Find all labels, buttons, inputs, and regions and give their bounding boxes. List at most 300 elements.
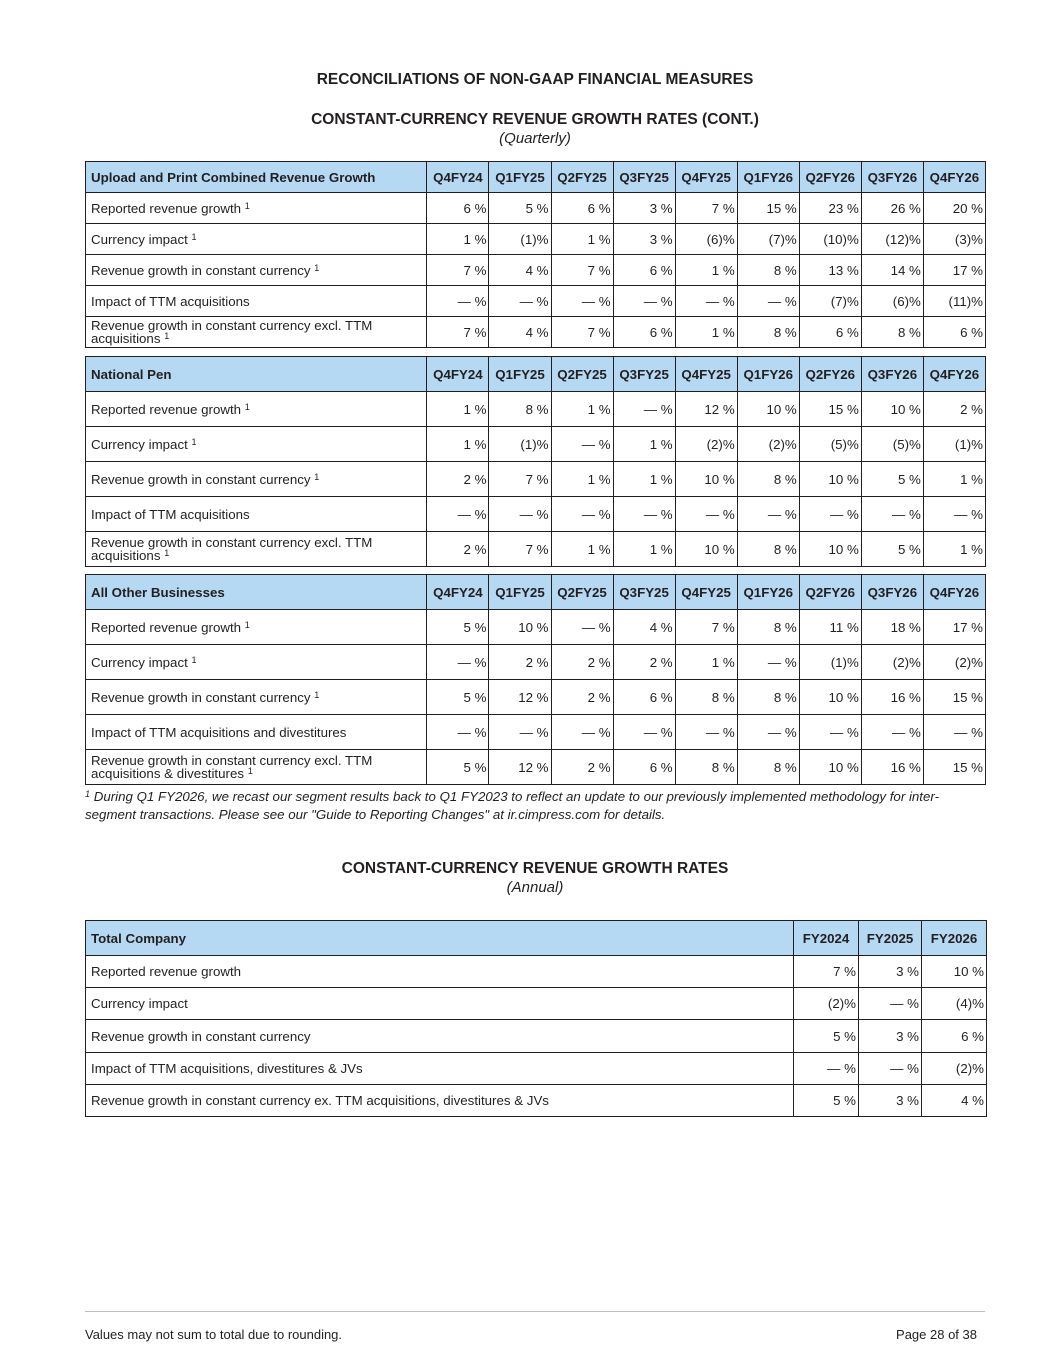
footnote-reference: 1 — [244, 401, 250, 412]
value-text: 15 % — [952, 689, 983, 705]
column-header: Q2FY26 — [799, 357, 861, 392]
value-text: — % — [705, 506, 735, 522]
value-cell — [551, 193, 613, 224]
footnote-reference: 1 — [244, 200, 250, 211]
row-label-text: Reported revenue growth — [91, 200, 242, 216]
table-row — [86, 956, 987, 988]
value-cell — [861, 750, 923, 785]
footnote-reference: 1 — [164, 331, 170, 341]
column-header: Q2FY25 — [551, 162, 613, 193]
value-cell — [613, 427, 675, 462]
value-text: (3)% — [954, 231, 983, 247]
row-label — [86, 715, 427, 750]
value-cell — [613, 286, 675, 317]
value-cell — [799, 680, 861, 715]
value-text: — % — [892, 724, 921, 740]
table-row — [86, 392, 986, 427]
value-text: 4 % — [961, 1093, 984, 1108]
value-text: 10 % — [828, 541, 859, 557]
value-text: — % — [519, 293, 549, 309]
value-text: (2)% — [954, 654, 983, 670]
footnote-reference: 1 — [314, 262, 320, 273]
value-cell — [923, 497, 985, 532]
value-cell — [861, 610, 923, 645]
value-text: (5)% — [892, 436, 921, 452]
value-text: 7 % — [525, 541, 549, 557]
value-text: 5 % — [463, 759, 487, 775]
value-text: (5)% — [830, 436, 859, 452]
row-label — [86, 392, 427, 427]
value-cell — [799, 224, 861, 255]
value-text: 23 % — [828, 200, 859, 216]
value-text: (1)% — [520, 231, 549, 247]
footnote-reference: 1 — [191, 654, 197, 665]
value-text: 8 % — [773, 619, 797, 635]
value-cell — [427, 255, 489, 286]
table-row — [86, 680, 986, 715]
value-cell — [551, 392, 613, 427]
table-row — [86, 1020, 987, 1053]
value-cell — [427, 497, 489, 532]
value-cell — [923, 392, 985, 427]
value-text: 8 % — [711, 759, 735, 775]
value-cell — [489, 286, 551, 317]
row-label — [86, 1085, 794, 1117]
value-cell — [859, 956, 922, 988]
value-cell — [675, 715, 737, 750]
value-text: 8 % — [711, 689, 735, 705]
row-label-text: Reported revenue growth — [91, 964, 242, 979]
value-cell — [675, 750, 737, 785]
value-cell — [551, 750, 613, 785]
column-header: Q1FY26 — [737, 357, 799, 392]
value-cell — [613, 610, 675, 645]
value-cell — [737, 286, 799, 317]
column-header: Q4FY26 — [923, 162, 985, 193]
column-header: Q4FY25 — [675, 357, 737, 392]
value-cell — [799, 610, 861, 645]
total-company-table — [85, 920, 987, 1117]
value-text: — % — [829, 724, 859, 740]
value-cell — [427, 750, 489, 785]
column-header: Q2FY25 — [551, 575, 613, 610]
value-cell — [794, 1053, 859, 1085]
value-text: — % — [705, 293, 735, 309]
value-text: — % — [581, 436, 611, 452]
value-cell — [613, 715, 675, 750]
value-text: 10 % — [828, 471, 859, 487]
value-cell — [799, 532, 861, 567]
value-cell — [799, 255, 861, 286]
value-text: (7)% — [768, 231, 797, 247]
value-cell — [613, 392, 675, 427]
value-text: (2)% — [827, 996, 856, 1011]
value-cell — [861, 462, 923, 497]
value-text: 10 % — [953, 964, 984, 979]
value-text: 4 % — [525, 262, 549, 278]
value-text: 10 % — [828, 759, 859, 775]
value-text: 5 % — [525, 200, 549, 216]
value-text: 1 % — [960, 471, 983, 487]
value-text: — % — [954, 506, 983, 522]
value-text: 7 % — [711, 619, 735, 635]
value-text: 16 % — [890, 759, 921, 775]
annual-section-subtitle: (Annual) — [506, 879, 564, 896]
value-text: — % — [643, 293, 673, 309]
table-header-row — [86, 921, 987, 956]
annual-section-title: CONSTANT-CURRENCY REVENUE GROWTH RATES — [341, 860, 729, 877]
value-text: 1 % — [960, 541, 983, 557]
value-cell — [489, 715, 551, 750]
value-text: 1 % — [587, 471, 611, 487]
footer-divider — [85, 1311, 985, 1312]
value-cell — [861, 392, 923, 427]
table-row — [86, 286, 986, 317]
value-cell — [737, 610, 799, 645]
value-text: 13 % — [828, 262, 859, 278]
value-text: 10 % — [766, 401, 797, 417]
value-text: 1 % — [649, 436, 673, 452]
value-cell — [922, 988, 987, 1020]
value-text: 4 % — [525, 324, 549, 340]
value-text: 18 % — [890, 619, 921, 635]
value-cell — [551, 645, 613, 680]
value-text: 3 % — [896, 1028, 919, 1044]
value-text: 1 % — [587, 401, 611, 417]
value-cell — [489, 680, 551, 715]
value-cell — [737, 532, 799, 567]
value-cell — [613, 645, 675, 680]
row-label-text: Revenue growth in constant currency — [91, 471, 311, 487]
value-text: 15 % — [952, 759, 983, 775]
row-label — [86, 610, 427, 645]
value-cell — [489, 462, 551, 497]
value-text: — % — [457, 293, 487, 309]
row-label-text: Reported revenue growth — [91, 401, 242, 417]
value-cell — [861, 286, 923, 317]
value-cell — [737, 224, 799, 255]
value-cell — [923, 610, 985, 645]
value-text: 6 % — [649, 759, 673, 775]
value-text: — % — [705, 724, 735, 740]
value-cell — [923, 224, 985, 255]
value-text: 8 % — [773, 471, 797, 487]
value-cell — [675, 680, 737, 715]
row-label — [86, 497, 427, 532]
value-cell — [861, 532, 923, 567]
value-cell — [794, 1085, 859, 1117]
value-text: 8 % — [773, 759, 797, 775]
value-text: 7 % — [587, 324, 611, 340]
column-header: Q1FY26 — [737, 575, 799, 610]
value-cell — [427, 427, 489, 462]
row-label-text: Revenue growth in constant currency excl. TTM acquisitions — [91, 318, 373, 346]
value-cell — [922, 1053, 987, 1085]
value-cell — [427, 286, 489, 317]
value-text: 11 % — [829, 619, 859, 635]
value-text: 8 % — [773, 262, 797, 278]
value-cell — [675, 610, 737, 645]
value-text: 5 % — [897, 541, 921, 557]
value-cell — [861, 497, 923, 532]
value-text: — % — [829, 506, 859, 522]
row-label — [86, 680, 427, 715]
footnote-reference: 1 — [314, 689, 320, 700]
value-text: — % — [954, 724, 983, 740]
value-cell — [799, 645, 861, 680]
value-text: 1 % — [649, 541, 673, 557]
row-label-text: Revenue growth in constant currency — [91, 1028, 311, 1044]
value-text: — % — [457, 654, 487, 670]
value-text: 8 % — [773, 541, 797, 557]
value-cell — [923, 680, 985, 715]
value-cell — [794, 1020, 859, 1053]
row-label-text: Revenue growth in constant currency excl. TTM acquisitions — [91, 535, 373, 563]
value-cell — [675, 462, 737, 497]
column-header: Q3FY26 — [861, 357, 923, 392]
table-row — [86, 532, 986, 567]
value-text: 5 % — [833, 1028, 856, 1044]
value-cell — [923, 193, 985, 224]
value-cell — [861, 645, 923, 680]
value-cell — [427, 532, 489, 567]
value-text: 3 % — [896, 1093, 919, 1108]
value-text: 6 % — [649, 689, 673, 705]
table-header-row — [86, 575, 986, 610]
value-cell — [489, 532, 551, 567]
column-header: Q4FY25 — [675, 162, 737, 193]
column-header: Q4FY26 — [923, 575, 985, 610]
value-cell — [489, 193, 551, 224]
value-cell — [923, 645, 985, 680]
column-header: Q2FY26 — [799, 575, 861, 610]
value-text: 10 % — [704, 471, 735, 487]
value-cell — [489, 610, 551, 645]
value-cell — [675, 497, 737, 532]
value-text: 17 % — [952, 262, 983, 278]
value-text: 8 % — [525, 401, 549, 417]
value-text: 26 % — [890, 200, 921, 216]
value-cell — [923, 427, 985, 462]
value-text: 5 % — [463, 619, 487, 635]
value-cell — [489, 497, 551, 532]
row-label — [86, 193, 427, 224]
value-cell — [923, 255, 985, 286]
value-cell — [861, 224, 923, 255]
value-text: (2)% — [768, 436, 797, 452]
value-text: 5 % — [897, 471, 921, 487]
value-cell — [489, 255, 551, 286]
footnote-reference: 1 — [191, 436, 197, 447]
value-text: 2 % — [525, 654, 549, 670]
value-text: 15 % — [766, 200, 797, 216]
value-cell — [551, 610, 613, 645]
value-cell — [675, 645, 737, 680]
footnote-marker: 1 — [85, 789, 91, 799]
value-cell — [737, 427, 799, 462]
table-row — [86, 1085, 987, 1117]
value-cell — [675, 392, 737, 427]
row-label — [86, 645, 427, 680]
value-cell — [922, 956, 987, 988]
value-text: 10 % — [828, 689, 859, 705]
value-cell — [923, 532, 985, 567]
value-text: 1 % — [711, 324, 735, 340]
value-cell — [489, 427, 551, 462]
value-cell — [737, 497, 799, 532]
quarterly-section-subtitle: (Quarterly) — [499, 130, 571, 147]
table-row — [86, 610, 986, 645]
value-cell — [794, 988, 859, 1020]
value-cell — [427, 462, 489, 497]
value-text: 2 % — [587, 689, 611, 705]
value-cell — [859, 1085, 922, 1117]
value-cell — [427, 645, 489, 680]
row-label — [86, 255, 427, 286]
row-label-text: Revenue growth in constant currency excl. TTM acquisitions & divestitures — [91, 753, 373, 781]
value-cell — [551, 680, 613, 715]
value-cell — [737, 680, 799, 715]
table-row — [86, 255, 986, 286]
value-text: — % — [643, 724, 673, 740]
value-text: 17 % — [952, 619, 983, 635]
value-cell — [427, 193, 489, 224]
value-cell — [861, 193, 923, 224]
value-text: 1 % — [587, 541, 611, 557]
value-cell — [551, 532, 613, 567]
value-text: 6 % — [463, 200, 487, 216]
value-text: 20 % — [952, 200, 983, 216]
value-text: (2)% — [706, 436, 735, 452]
value-cell — [551, 462, 613, 497]
value-text: 1 % — [711, 262, 735, 278]
value-cell — [737, 645, 799, 680]
value-text: (2)% — [955, 1061, 984, 1076]
table-row — [86, 462, 986, 497]
value-cell — [861, 680, 923, 715]
value-text: 1 % — [463, 231, 487, 247]
column-header: Q1FY25 — [489, 357, 551, 392]
value-cell — [675, 427, 737, 462]
value-cell — [427, 224, 489, 255]
row-label-text: Impact of TTM acquisitions — [91, 506, 250, 522]
value-text: 10 % — [890, 401, 921, 417]
value-text: 15 % — [828, 401, 859, 417]
value-text: 12 % — [704, 401, 735, 417]
value-cell — [737, 193, 799, 224]
row-label — [86, 1053, 794, 1085]
row-label — [86, 224, 427, 255]
value-text: (1)% — [954, 436, 983, 452]
row-label — [86, 750, 427, 785]
value-cell — [799, 462, 861, 497]
column-header: Q3FY25 — [613, 162, 675, 193]
value-cell — [427, 317, 489, 348]
value-cell — [675, 255, 737, 286]
value-cell — [799, 750, 861, 785]
value-text: 6 % — [835, 324, 859, 340]
value-text: 14 % — [890, 262, 921, 278]
footnote-reference: 1 — [191, 231, 197, 242]
column-header: Q4FY25 — [675, 575, 737, 610]
value-text: 1 % — [463, 401, 487, 417]
table-row — [86, 317, 986, 348]
value-cell — [861, 255, 923, 286]
value-cell — [551, 286, 613, 317]
row-label-text: Currency impact — [91, 654, 188, 670]
value-cell — [859, 988, 922, 1020]
value-text: 7 % — [525, 471, 549, 487]
value-cell — [799, 193, 861, 224]
value-text: — % — [457, 724, 487, 740]
all-other-businesses-table — [85, 574, 986, 785]
value-text: 1 % — [649, 471, 673, 487]
row-label-text: Revenue growth in constant currency — [91, 262, 311, 278]
value-cell — [799, 427, 861, 462]
row-label-text: Impact of TTM acquisitions — [91, 293, 250, 309]
row-label-text: Impact of TTM acquisitions and divestitures — [91, 724, 347, 740]
value-text: 1 % — [711, 654, 735, 670]
value-text: (2)% — [892, 654, 921, 670]
value-text: — % — [890, 996, 919, 1011]
value-cell — [489, 750, 551, 785]
value-text: 12 % — [518, 759, 549, 775]
value-text: 2 % — [587, 654, 611, 670]
value-cell — [794, 956, 859, 988]
value-text: 2 % — [463, 541, 487, 557]
table-row — [86, 224, 986, 255]
value-text: 7 % — [463, 324, 487, 340]
value-cell — [799, 497, 861, 532]
value-cell — [675, 532, 737, 567]
value-text: 12 % — [518, 689, 549, 705]
value-text: — % — [581, 724, 611, 740]
value-cell — [923, 715, 985, 750]
value-text: — % — [767, 654, 797, 670]
table-title: All Other Businesses — [86, 575, 427, 610]
column-header: Q3FY25 — [613, 575, 675, 610]
value-text: 8 % — [773, 689, 797, 705]
table-row — [86, 750, 986, 785]
column-header: Q2FY25 — [551, 357, 613, 392]
value-cell — [737, 715, 799, 750]
column-header: Q1FY26 — [737, 162, 799, 193]
value-cell — [923, 462, 985, 497]
value-cell — [489, 224, 551, 255]
value-cell — [675, 224, 737, 255]
row-label-text: Reported revenue growth — [91, 619, 242, 635]
column-header: Q3FY26 — [861, 575, 923, 610]
value-cell — [675, 317, 737, 348]
footnote-reference: 1 — [164, 548, 170, 558]
value-cell — [923, 317, 985, 348]
value-cell — [551, 255, 613, 286]
value-cell — [799, 392, 861, 427]
row-label-text: Currency impact — [91, 996, 188, 1011]
value-cell — [737, 462, 799, 497]
row-label — [86, 427, 427, 462]
column-header: Q1FY25 — [489, 162, 551, 193]
value-cell — [613, 193, 675, 224]
value-cell — [427, 392, 489, 427]
table-row — [86, 193, 986, 224]
value-text: — % — [767, 293, 797, 309]
value-text: 6 % — [649, 262, 673, 278]
footnote-reference: 1 — [247, 766, 253, 776]
footnote-reference: 1 — [314, 471, 320, 482]
value-cell — [427, 610, 489, 645]
value-text: (7)% — [830, 293, 859, 309]
